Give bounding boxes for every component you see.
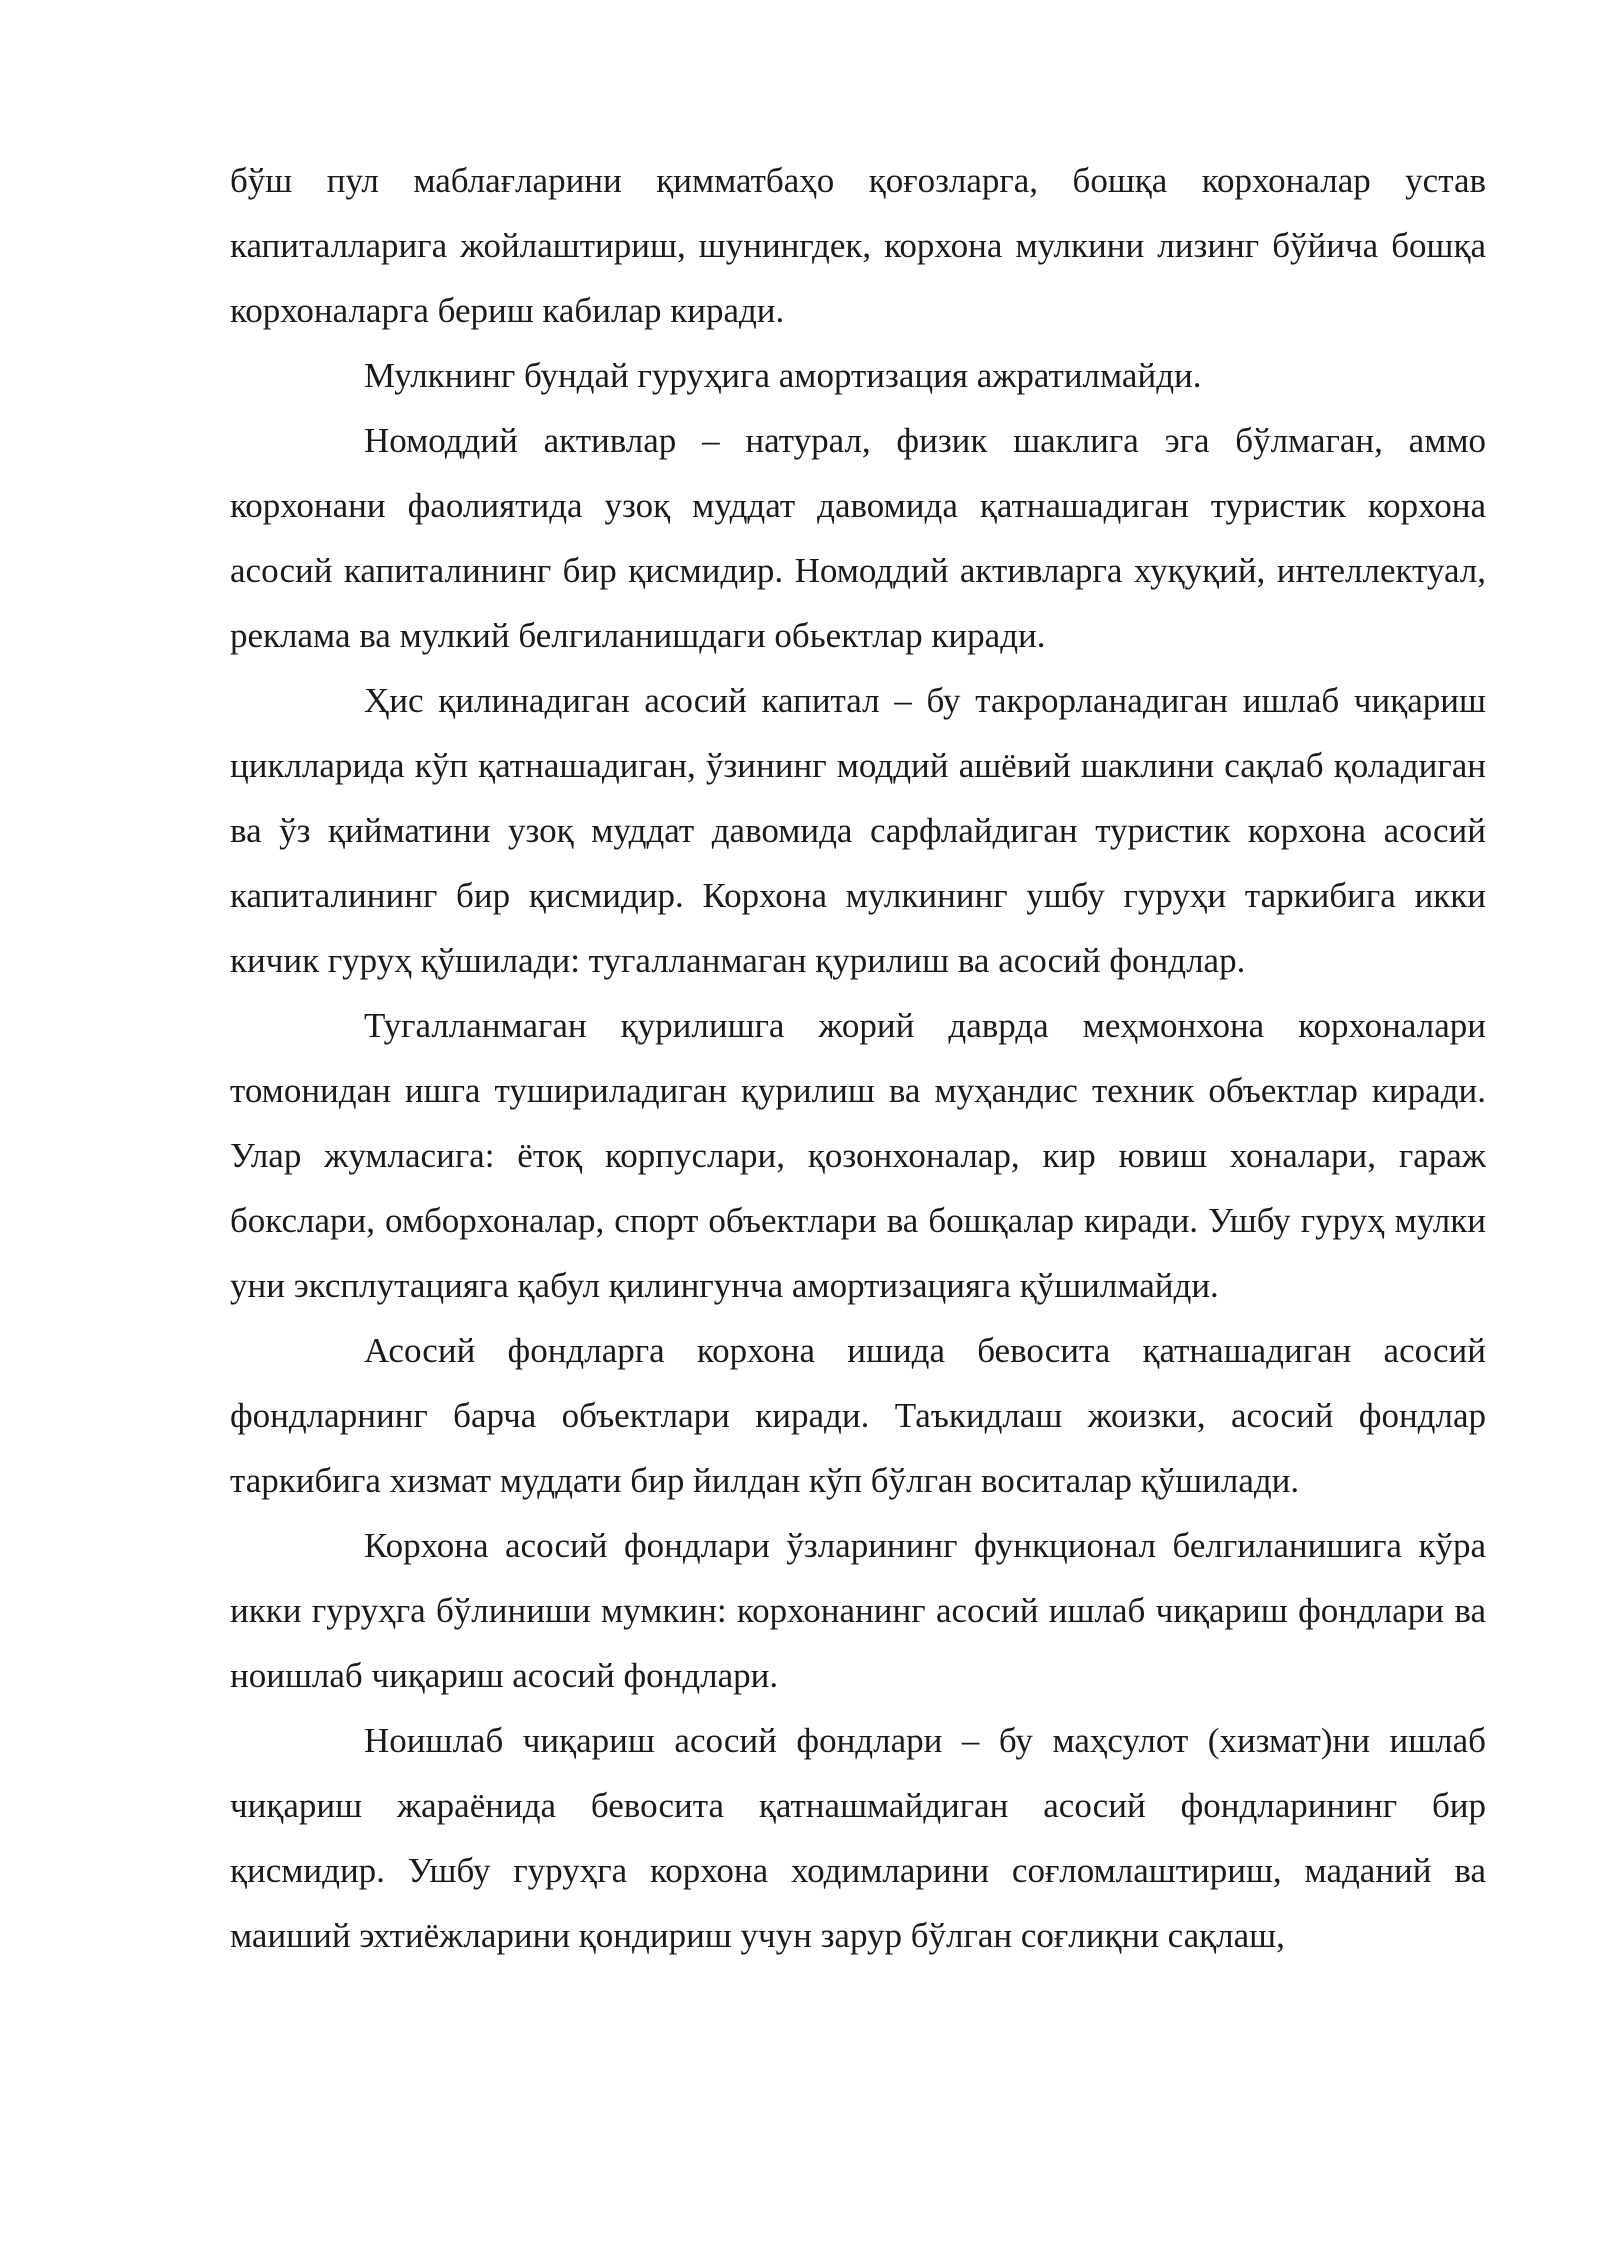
paragraph-8: Ноишлаб чиқариш асосий фондлари – бу маҳсулот (хизмат)ни ишлаб чиқариш жараёнида бевосита қатнашмайдиган асосий фондларининг бир қисмидир. Ушбу гуруҳга корхона ходимларини соғломлаштириш, маданий ва маиший эхтиёжларини қондириш учун зарур бўлган соғлиқни сақлаш, (230, 1721, 1486, 1955)
paragraph-5: Тугалланмаган қурилишга жорий даврда меҳмонхона корхоналари томонидан ишга тушириладиган қурилиш ва муҳандис техник объектлар киради. Улар жумласига: ётоқ корпуслари, қозонхоналар, кир ювиш хоналари, гараж бокслари, омборхоналар, спорт объектлари ва бошқалар киради. Ушбу гуруҳ мулки уни эксплутацияга қабул қилингунча амортизацияга қўшилмайди. (230, 1006, 1486, 1305)
paragraph-2: Мулкнинг бундай гуруҳига амортизация ажратилмайди. (364, 356, 1202, 395)
paragraph-1: бўш пул маблағларини қимматбаҳо қоғозларга, бошқа корхоналар устав капиталларига жойлаштириш, шунингдек, корхона мулкини лизинг бўйича бошқа корхоналарга бериш кабилар киради. (230, 161, 1486, 330)
paragraph-7: Корхона асосий фондлари ўзларининг функционал белгиланишига кўра икки гуруҳга бўлиниши мумкин: корхонанинг асосий ишлаб чиқариш фондлари ва ноишлаб чиқариш асосий фондлари. (230, 1526, 1486, 1695)
document-page (230, 148, 1486, 1968)
paragraph-6: Асосий фондларга корхона ишида бевосита қатнашадиган асосий фондларнинг барча объектлари киради. Таъкидлаш жоизки, асосий фондлар таркибига хизмат муддати бир йилдан кўп бўлган воситалар қўшилади. (230, 1331, 1486, 1500)
paragraph-4: Ҳис қилинадиган асосий капитал – бу такрорланадиган ишлаб чиқариш циклларида кўп қатнашадиган, ўзининг моддий ашёвий шаклини сақлаб қоладиган ва ўз қийматини узоқ муддат давомида сарфлайдиган туристик корхона асосий капиталининг бир қисмидир. Корхона мулкининг ушбу гуруҳи таркибига икки кичик гуруҳ қўшилади: тугалланмаган қурилиш ва асосий фондлар. (230, 681, 1486, 980)
paragraph-3: Номоддий активлар – натурал, физик шаклига эга бўлмаган, аммо корхонани фаолиятида узоқ муддат давомида қатнашадиган туристик корхона асосий капиталининг бир қисмидир. Номоддий активларга хуқуқий, интеллектуал, реклама ва мулкий белгиланишдаги обьектлар киради. (230, 421, 1486, 655)
